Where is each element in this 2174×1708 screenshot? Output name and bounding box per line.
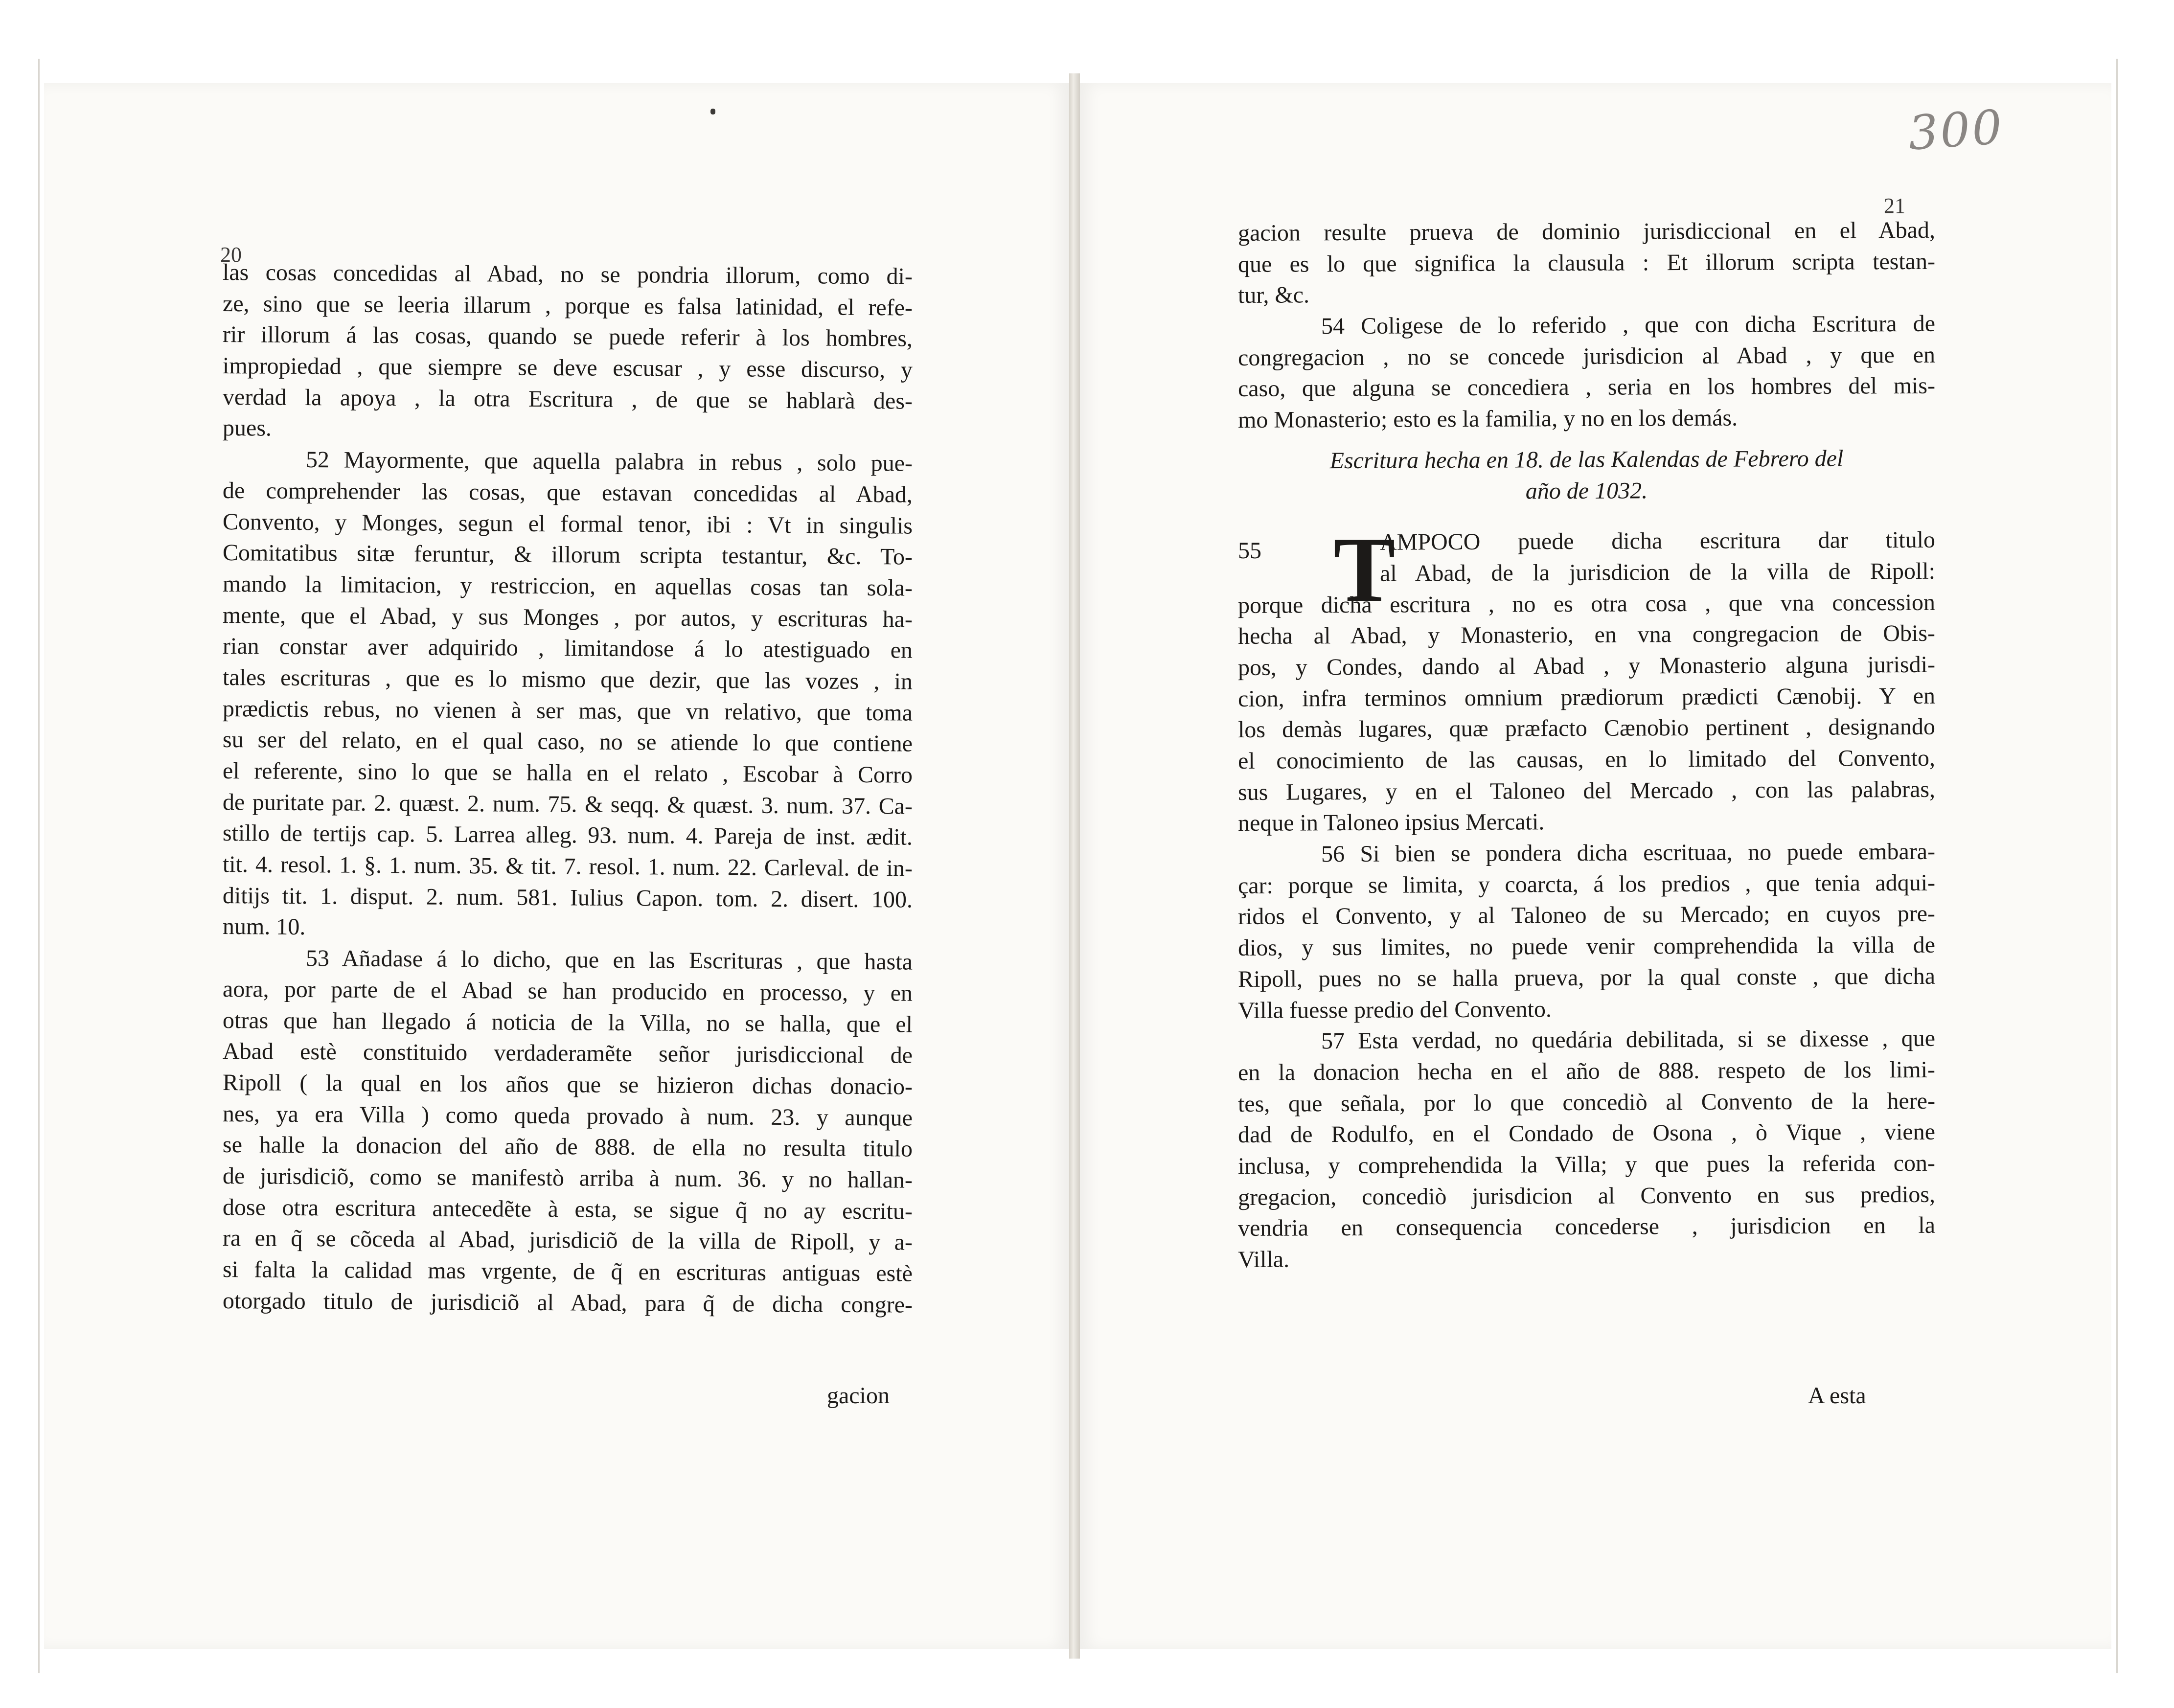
text-line: verdad la apoya , la otra Escritura , de que se hablarà des- [222,384,913,414]
text-line: el referente, sino lo que se halla en el relato , Escobar à Corro [222,758,913,788]
text-line: çar: porque se limita, y coarcta, á los predios , que tenia adqui- [1237,869,1936,899]
paragraph-52-start: 52 Mayormente, que aquella palabra in rebus , solo pue- [305,447,913,477]
text-line: caso, que alguna se concediera , seria en los hombres del mis- [1237,373,1936,402]
right-folio-number: 21 [1884,194,1905,218]
text-line: dose otra escritura antecedẽte à esta, se sigue q̃ no ay escritu- [222,1194,913,1225]
text-line: gregacion, concediò jurisdicion al Convento en sus predios, [1237,1181,1936,1210]
text-line: tur, &c. [1237,282,1310,309]
text-line: se halle la donacion del año de 888. de ella no resulta titulo [222,1132,913,1162]
text-line: vendria en consequencia concederse , jurisdicion en la [1237,1212,1936,1242]
text-line: inclusa, y comprehendida la Villa; y que pues la referida con- [1237,1150,1936,1179]
text-line: hecha al Abad, y Monasterio, en vna congregacion de Obis- [1237,620,1936,650]
page-edge [38,59,40,1673]
citation-line: stillo de tertijs cap. 5. Larrea alleg. 93. num. 4. Pareja de inst. ædit. [222,820,913,850]
text-line: ridos el Convento, y al Taloneo de su Mercado; en cuyos pre- [1237,901,1936,930]
text-line: Abad estè constituido verdaderamẽte señor jurisdiccional de [222,1038,913,1069]
citation-line: ditijs tit. 1. disput. 2. num. 581. Iulius Capon. tom. 2. disert. 100. [222,882,913,913]
text-line: su ser del relato, en el qual caso, no se atiende lo que contiene [222,727,913,757]
citation-line: num. 10. [222,913,306,940]
text-line: ra en q̃ se cõceda al Abad, jurisdiciõ de la villa de Ripoll, y a- [222,1225,913,1255]
section-heading-line: Escritura hecha en 18. de las Kalendas de Febrero del [1329,445,1844,474]
text-line: nes, ya era Villa ) como queda provado à num. 23. y aunque [222,1100,913,1131]
paragraph-53-start: 53 Añadase á lo dicho, que en las Escrituras , que hasta [305,945,913,975]
text-line: ze, sino que se leeria illarum , porque es falsa latinidad, el refe- [222,290,913,321]
text-line: de jurisdiciõ, como se manifestò arriba à num. 36. y no hallan- [222,1162,913,1193]
text-line: dios, y sus limites, no puede venir comprehendida la villa de [1237,932,1936,961]
paragraph-54-start: 54 Coligese de lo referido , que con dicha Escritura de [1321,310,1936,340]
text-line: otorgado titulo de jurisdiciõ al Abad, para q̃ de dicha congre- [222,1287,913,1318]
text-line: prædictis rebus, no vienen à ser mas, que vn relativo, que toma [222,695,913,726]
left-folio-number: 20 [220,243,242,267]
text-line: al Abad, de la jurisdicion de la villa de Ripoll: [1379,558,1936,587]
drop-cap-letter: T [1333,519,1396,622]
text-line: dad de Rodulfo, en el Condado de Osona , ò Vique , viene [1237,1119,1936,1148]
text-line: aora, por parte de el Abad se han producido en processo, y en [222,976,913,1006]
text-line: rian constar aver adquirido , limitandose á lo atestiguado en [222,633,913,663]
citation-line: de puritate par. 2. quæst. 2. num. 75. & seqq. & quæst. 3. num. 37. Ca- [222,789,913,820]
text-line: Villa. [1237,1246,1290,1273]
text-line: rir illorum á las cosas, quando se puede referir à los hombres, [222,321,913,352]
text-line: impropiedad , que siempre se deve escusar , y esse discurso, y [222,353,913,383]
text-line: Convento, y Monges, segun el formal tenor, ibi : Vt in singulis [222,508,913,539]
page-edge [2116,59,2118,1673]
text-line: pos, y Condes, dando al Abad , y Monasterio alguna jurisdi- [1237,651,1936,681]
ink-speck [710,109,715,114]
text-line: AMPOCO puede dicha escritura dar titulo [1379,526,1936,555]
text-line: gacion resulte prueva de dominio jurisdiccional en el Abad, [1237,217,1936,246]
text-line: Villa fuesse predio del Convento. [1237,996,1552,1024]
right-catchword: A esta [1808,1383,1866,1409]
text-line: las cosas concedidas al Abad, no se pondria illorum, como di- [222,259,913,290]
paragraph-57-start: 57 Esta verdad, no quedária debilitada, si se dixesse , que [1321,1025,1936,1054]
text-line: Ripoll ( la qual en los años que se hizieron dichas donacio- [222,1069,913,1100]
book-gutter [1069,73,1080,1659]
text-line: tales escrituras , que es lo mismo que dezir, que las vozes , in [222,664,913,695]
text-line: mente, que el Abad, y sus Monges , por autos, y escrituras ha- [222,602,913,633]
text-line: mando la limitacion, y restriccion, en aquellas cosas tan sola- [222,570,913,601]
text-line: de comprehender las cosas, que estavan concedidas al Abad, [222,477,913,508]
text-line: tes, que señala, por lo que concediò al Convento de la here- [1237,1088,1936,1117]
text-line: si falta la calidad mas vrgente, de q̃ en escrituras antiguas estè [222,1256,913,1287]
paragraph-56-start: 56 Si bien se pondera dicha escrituaa, no puede embara- [1321,838,1936,867]
handwritten-folio-number: 300 [1906,99,2006,161]
text-line: neque in Taloneo ipsius Mercati. [1237,809,1545,837]
text-line: mo Monasterio; esto es la familia, y no en los demás. [1237,405,1738,433]
text-line: que es lo que significa la clausula : Et illorum scripta testan- [1237,248,1936,277]
text-line: Ripoll, pues no se halla prueva, por la qual conste , que dicha [1237,963,1936,992]
text-line: congregacion , no se concede jurisdicion al Abad , y que en [1237,342,1936,371]
text-line: en la donacion hecha en el año de 888. respeto de los limi- [1237,1056,1936,1086]
text-line: pues. [222,415,272,442]
text-line: el conocimiento de las causas, en lo limitado del Convento, [1237,745,1936,774]
left-text-column [223,257,913,1316]
text-line: sus Lugares, y en el Taloneo del Mercado , con las palabras, [1237,776,1936,805]
text-line: otras que han llegado á noticia de la Villa, no se halla, que el [222,1007,913,1038]
text-line: los demàs lugares, quæ præfacto Cænobio pertinent , designando [1237,714,1936,743]
text-line: Comitatibus sitæ feruntur, & illorum scripta testantur, &c. To- [222,540,913,570]
section-heading-line: año de 1032. [1525,477,1648,504]
paragraph-number: 55 [1238,538,1261,564]
citation-line: tit. 4. resol. 1. §. 1. num. 35. & tit. 7. resol. 1. num. 22. Carleval. de in- [222,851,913,882]
right-text-column [1238,218,1935,1275]
text-line: cion, infra terminos omnium prædiorum prædicti Cænobij. Y en [1237,683,1936,712]
section-heading [1238,446,1935,508]
text-line: porque dicha escritura , no es otra cosa , que vna concession [1237,589,1936,618]
left-catchword: gacion [827,1383,890,1409]
